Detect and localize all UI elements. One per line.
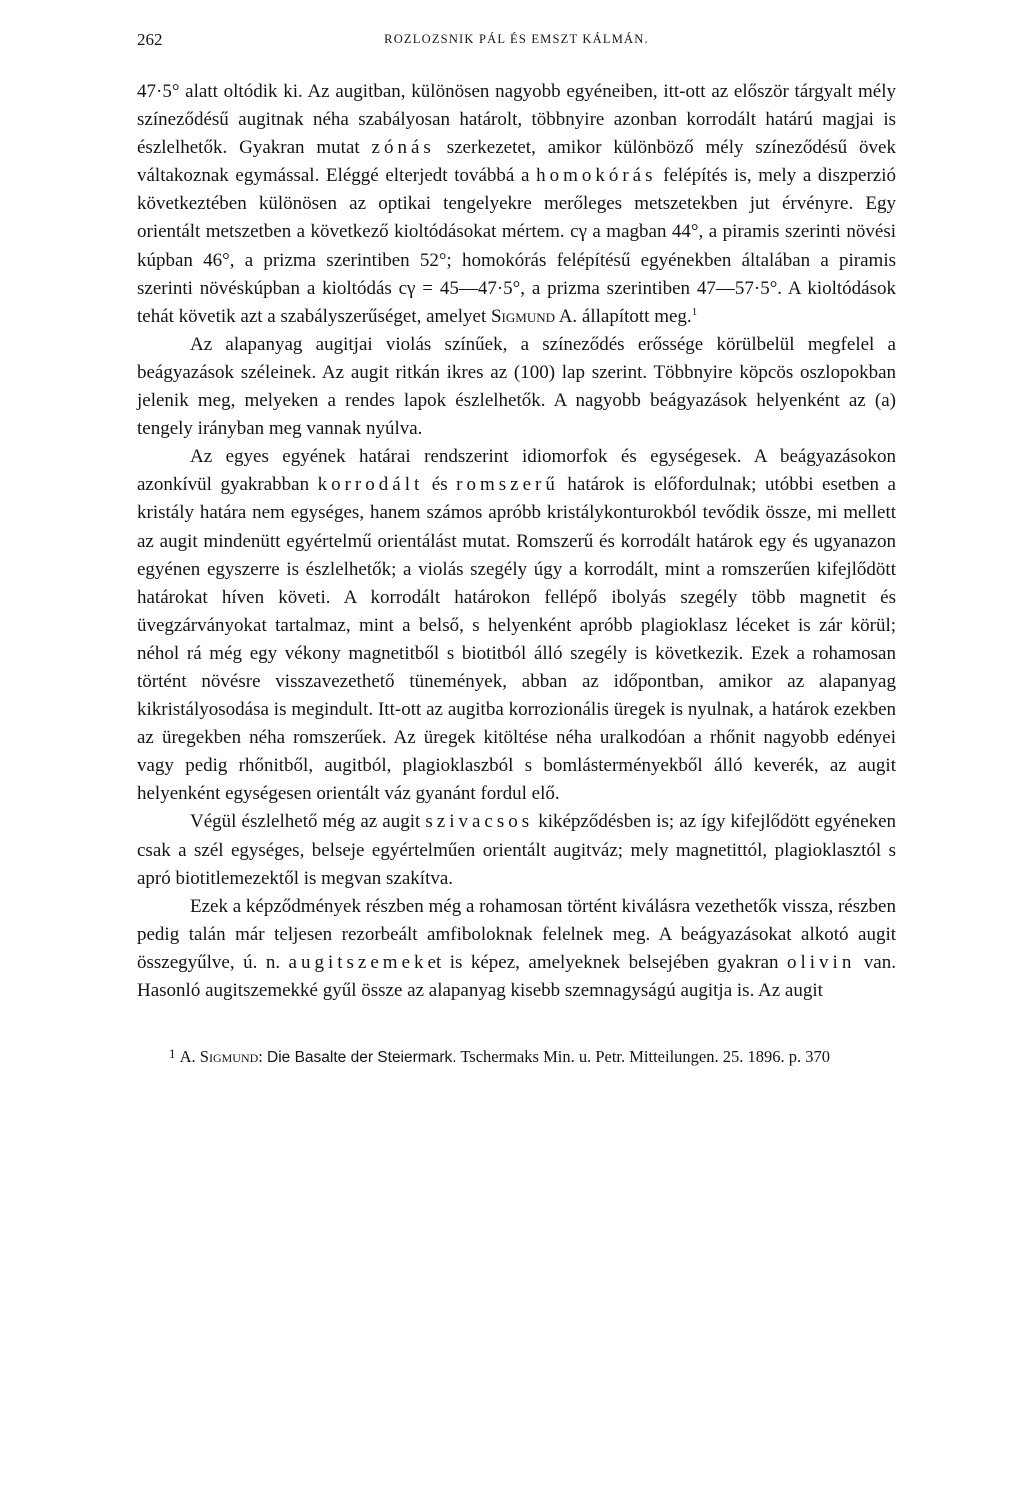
page-number: 262: [137, 30, 163, 49]
paragraph: [137, 808, 896, 892]
text-run: Az egyes egyének határai rendszerint idiomorfok és egységesek. A beágyazásokon azonkívül gyakrabban: [137, 446, 896, 496]
text-run: felépítés is, mely a diszperzió következtében különösen az optikai tengelyekre merőleges metszetekben jut érvényre. Egy orientált metszetben a következő kioltódásokat mértem. cγ a magban 44°, a piramis szerinti növési kúpban 46°, a prizma szerintiben 52°; homokórás felépítésű egyénekben általában a piramis szerinti növéskúpban a kioltódás cγ = 45—47·5°, a prizma szerintiben 47—57·5°. A kioltódások tehát követik azt a szabályszerűséget, amelyet: [137, 165, 896, 327]
spaced-emphasis: zónás: [371, 137, 435, 159]
footnotes: [137, 1045, 896, 1069]
text-run: et is képez, amelyeknek belsejében gyakran: [427, 951, 787, 973]
text-run: és: [423, 474, 457, 496]
footnote-title: Die Basalte der Steiermark.: [267, 1049, 457, 1067]
text-run: szerkezetet, amikor különböző mély színeződésű övek váltakoznak egymással. Eléggé elterjedt továbbá a: [137, 137, 896, 187]
spaced-emphasis: szivacsos: [425, 811, 534, 833]
footnote-marker: 1: [169, 1046, 176, 1062]
text-run: van. Hasonló augitszemekké gyűl össze az alapanyag kisebb szemnagyságú augitja is. Az augit: [137, 951, 896, 1001]
footnote-reference: 1: [691, 305, 698, 318]
author-name: Sigmund: [490, 305, 555, 327]
text-run: Az alapanyag augitjai violás színűek, a színeződés erőssége körülbelül megfelel a beágyazások széleinek. Az augit ritkán ikres az (100) lap szerint. Többnyire köpcös oszlopokban jelenik meg, melyeken a rendes lapok észlelhetők. A nagyobb beágyazások helyenként az (a) tengely irányban meg vannak nyúlva.: [137, 333, 896, 440]
spaced-emphasis: homokórás: [536, 165, 657, 187]
spaced-emphasis: augitszemek: [288, 951, 428, 973]
footnote-source: Tschermaks Min. u. Petr. Mitteilungen. 25. 1896. p. 370: [460, 1047, 830, 1067]
running-head-authors: ROZLOZSNIK PÁL ÉS EMSZT KÁLMÁN.: [384, 32, 649, 46]
text-run: 47·5° alatt oltódik ki. Az augitban, különösen nagyobb egyéneiben, itt-ott az először tárgyalt mély színeződésű augitnak néha szabályosan határolt, többnyire azonban korrodált határú magjai is észlelhetők. Gyakran mutat: [137, 81, 896, 159]
spaced-emphasis: romszerű: [456, 474, 559, 496]
text-run: Ezek a képződmények részben még a rohamosan történt kiválásra vezethetők vissza, részben pedig talán már teljesen rezorbeált amfiboloknak felelnek meg. A beágyazásokat alkotó augit összegyűlve, ú. n.: [137, 895, 896, 973]
running-head: [137, 30, 896, 54]
text-run: Végül észlelhető még az augit: [190, 811, 426, 833]
body-text: [137, 78, 896, 1005]
paragraph: [137, 331, 896, 443]
spaced-emphasis: korrodált: [317, 474, 424, 496]
spaced-emphasis: olivin: [786, 951, 856, 973]
paragraph: [137, 893, 896, 1005]
text-run: kiképződésben is; az így kifejlődött egyéneken csak a szél egységes, belseje egyértelműen orientált augitváz; mely magnetittól, plagioklasztól s apró biotitlemezektől is megvan szakítva.: [137, 811, 897, 889]
footnote-author: A. Sigmund:: [179, 1047, 263, 1067]
footnote-1: [137, 1045, 896, 1069]
text-run: határok is előfordulnak; utóbbi esetben a kristály határa nem egységes, hanem számos apróbb kristálykonturokból tevődik össze, mi mellett az augit mindenütt egyértelmű orientálást mutat. Romszerű és korrodált határok egy és ugyanazon egyénen egyszerre is észlelhetők; a violás szegély úgy a korrodált, mint a romszerűen kifejlődött határokat híven követi. A korrodált határokon fellépő ibolyás szegély több magnetit és üvegzárványokat tartalmaz, mint a belső, s helyenként apróbb plagioklasz léceket is zár körül; néhol rá még egy vékony magnetitből s biotitból álló szegély is következik. Ezek a rohamosan történt növésre visszavezethető tünemények, abban az időpontban, amikor az alapanyag kikristályosodása is megindult. Itt-ott az augitba korrozionális üregek is nyulnak, a határok ezekben az üregekben néha romszerűek. Az üregek kitöltése néha uralkodóan a rhőnit nagyobb edényei vagy pedig rhőnitből, augitból, plagioklaszból s bomlásterményekből álló keverék, az augit helyenként egységesen orientált váz gyanánt fordul elő.: [137, 474, 896, 805]
paragraph: [137, 443, 896, 808]
text-run: A. állapított meg.: [555, 305, 692, 327]
page: [137, 30, 896, 1069]
paragraph: [137, 78, 896, 331]
